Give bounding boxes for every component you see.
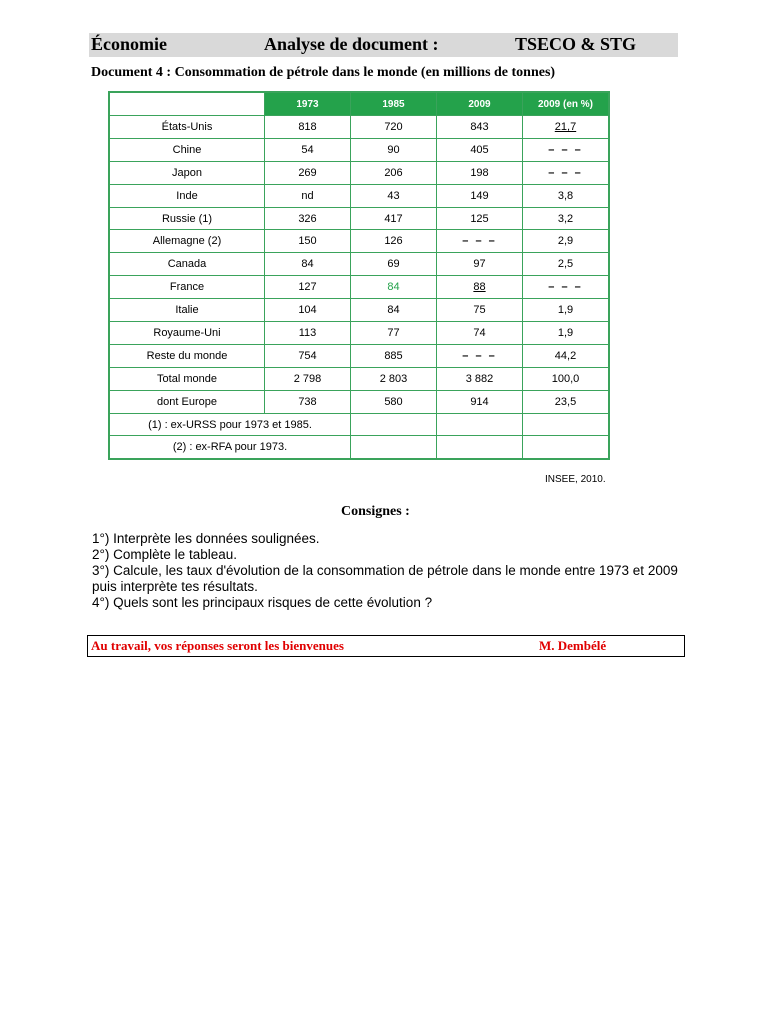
header-blank-cell	[109, 92, 265, 116]
value-2009: 914	[437, 390, 523, 413]
value-2009: 97	[437, 253, 523, 276]
footer-author: M. Dembélé	[539, 638, 607, 653]
oil-consumption-table	[108, 91, 610, 460]
row-label: Russie (1)	[109, 207, 265, 230]
value-2009: – – –	[437, 230, 523, 253]
instruction-item: 4°) Quels sont les principaux risques de cette évolution ?	[92, 595, 433, 610]
row-label: Chine	[109, 138, 265, 161]
empty-cell	[351, 413, 437, 436]
value-2009-pct: 23,5	[523, 390, 610, 413]
row-label: dont Europe	[109, 390, 265, 413]
table-note: (2) : ex-RFA pour 1973.	[109, 436, 351, 459]
table-row	[109, 161, 609, 184]
value-2009-pct: 3,2	[523, 207, 610, 230]
row-label: Reste du monde	[109, 344, 265, 367]
empty-cell	[437, 413, 523, 436]
value-1985: 126	[351, 230, 437, 253]
value-2009-pct: 1,9	[523, 322, 610, 345]
row-label: Inde	[109, 184, 265, 207]
row-label: Allemagne (2)	[109, 230, 265, 253]
table-row	[109, 207, 609, 230]
table-row	[109, 184, 609, 207]
value-2009: 149	[437, 184, 523, 207]
table-row	[109, 138, 609, 161]
value-1985: 2 803	[351, 367, 437, 390]
value-1985: 43	[351, 184, 437, 207]
value-2009-pct: 2,9	[523, 230, 610, 253]
value-2009-pct: 100,0	[523, 367, 610, 390]
column-header: 2009	[437, 92, 523, 116]
value-2009: 75	[437, 299, 523, 322]
value-1973: 269	[265, 161, 351, 184]
value-1973: 818	[265, 116, 351, 139]
subject-label: Économie	[91, 34, 167, 54]
value-1985: 90	[351, 138, 437, 161]
value-1973: 104	[265, 299, 351, 322]
column-header: 1973	[265, 92, 351, 116]
note-row	[109, 413, 609, 436]
value-1973: 54	[265, 138, 351, 161]
table-row	[109, 344, 609, 367]
instruction-item: 1°) Interprète les données soulignées.	[92, 531, 320, 546]
table-row	[109, 230, 609, 253]
value-2009-pct: 21,7	[523, 116, 610, 139]
value-1973: 113	[265, 322, 351, 345]
class-label: TSECO & STG	[515, 34, 637, 54]
value-2009-pct: – – –	[523, 276, 610, 299]
row-label: Total monde	[109, 367, 265, 390]
value-1973: 2 798	[265, 367, 351, 390]
header-bar	[89, 33, 678, 57]
value-1973: 326	[265, 207, 351, 230]
value-2009-pct: – – –	[523, 138, 610, 161]
value-1985: 885	[351, 344, 437, 367]
column-header: 1985	[351, 92, 437, 116]
note-row	[109, 436, 609, 459]
value-2009-pct: – – –	[523, 161, 610, 184]
row-label: États-Unis	[109, 116, 265, 139]
source-label: INSEE, 2010.	[545, 474, 606, 485]
table-row	[109, 390, 609, 413]
row-label: Japon	[109, 161, 265, 184]
value-1973: 738	[265, 390, 351, 413]
instruction-item: 2°) Complète le tableau.	[92, 547, 237, 562]
value-2009: 843	[437, 116, 523, 139]
footer-box	[87, 635, 685, 657]
footer-message: Au travail, vos réponses seront les bienvenues	[91, 638, 344, 653]
consignes-title: Consignes :	[341, 504, 410, 519]
empty-cell	[523, 436, 610, 459]
row-label: Royaume-Uni	[109, 322, 265, 345]
value-1973: nd	[265, 184, 351, 207]
value-1973: 127	[265, 276, 351, 299]
table-row	[109, 367, 609, 390]
value-2009-pct: 1,9	[523, 299, 610, 322]
value-2009: – – –	[437, 344, 523, 367]
value-2009: 74	[437, 322, 523, 345]
empty-cell	[351, 436, 437, 459]
value-2009: 3 882	[437, 367, 523, 390]
table-row	[109, 116, 609, 139]
value-1973: 84	[265, 253, 351, 276]
value-2009: 405	[437, 138, 523, 161]
empty-cell	[437, 436, 523, 459]
document-title: Document 4 : Consommation de pétrole dans le monde (en millions de tonnes)	[91, 65, 556, 80]
row-label: France	[109, 276, 265, 299]
value-1985: 84	[351, 299, 437, 322]
empty-cell	[523, 413, 610, 436]
row-label: Canada	[109, 253, 265, 276]
table-note: (1) : ex-URSS pour 1973 et 1985.	[109, 413, 351, 436]
table-row	[109, 253, 609, 276]
value-2009: 125	[437, 207, 523, 230]
value-2009: 198	[437, 161, 523, 184]
value-1985: 580	[351, 390, 437, 413]
instructions-list	[92, 531, 692, 611]
value-1985: 206	[351, 161, 437, 184]
value-1985: 84	[351, 276, 437, 299]
header-title: Analyse de document :	[264, 34, 439, 54]
value-1985: 417	[351, 207, 437, 230]
value-1973: 150	[265, 230, 351, 253]
value-2009: 88	[437, 276, 523, 299]
value-1985: 77	[351, 322, 437, 345]
table-header-row	[109, 92, 609, 116]
value-1985: 720	[351, 116, 437, 139]
column-header: 2009 (en %)	[523, 92, 610, 116]
table-row	[109, 276, 609, 299]
value-2009-pct: 2,5	[523, 253, 610, 276]
row-label: Italie	[109, 299, 265, 322]
instruction-item: 3°) Calcule, les taux d'évolution de la consommation de pétrole dans le monde entre 1973 et 2009 puis interprète tes résultats.	[92, 563, 678, 594]
value-2009-pct: 3,8	[523, 184, 610, 207]
value-1973: 754	[265, 344, 351, 367]
value-2009-pct: 44,2	[523, 344, 610, 367]
table-row	[109, 299, 609, 322]
table-row	[109, 322, 609, 345]
value-1985: 69	[351, 253, 437, 276]
